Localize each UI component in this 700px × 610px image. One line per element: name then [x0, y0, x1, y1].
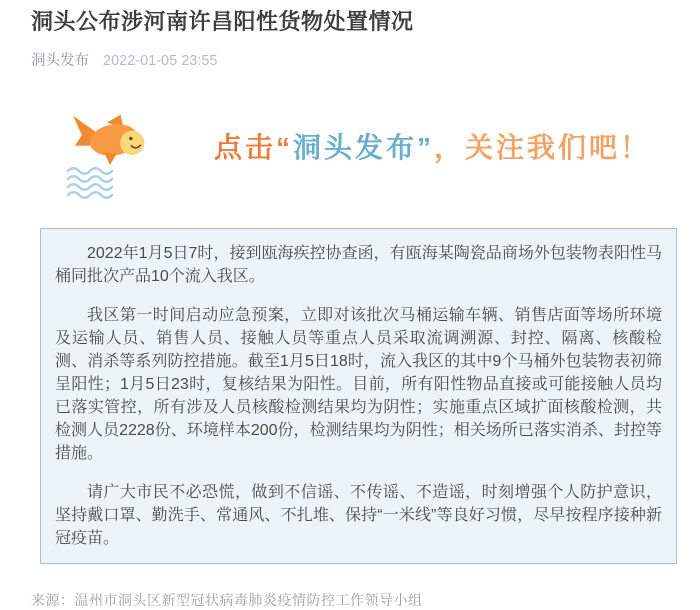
- notice-paragraph-1: 2022年1月5日7时，接到瓯海疾控协查函，有瓯海某陶瓷品商场外包装物表阳性马桶同批次产品10个流入我区。: [55, 245, 662, 285]
- notice-paragraph-2: 我区第一时间启动应急预案，立即对该批次马桶运输车辆、销售店面等场所环境及运输人员、销售人员、接触人员等重点人员采取流调溯源、封控、隔离、核酸检测、消杀等系列防控措施。截至1月5日18时，流入我区的其中9个马桶外包装物表初筛呈阳性；1月5日23时，复核结果为阳性。目前，所有阳性物品直接或可能接触人员均已落实管控，所有涉及人员核酸检测结果均为阴性；实施重点区域扩面核酸检测，共检测人员2228份、环境样本200份，检测结果均为阴性；相关场所已落实消杀、封控等措施。: [55, 307, 662, 462]
- follow-banner[interactable]: [40, 96, 677, 208]
- publish-datetime: 2022-01-05 23:55: [103, 53, 218, 69]
- article-title: 洞头公布涉河南许昌阳性货物处置情况: [31, 9, 414, 34]
- banner-click-text: 点击“: [214, 132, 294, 163]
- water-waves-icon: [66, 167, 116, 199]
- article-meta: [31, 49, 669, 70]
- notice-box: [40, 228, 677, 564]
- banner-follow-text: ，关注我们吧！: [434, 132, 652, 163]
- source-line: 来源：温州市洞头区新型冠状病毒肺炎疫情防控工作领导小组: [31, 592, 423, 608]
- notice-paragraph-3: 请广大市民不必恐慌，做到不信谣、不传谣、不造谣，时刻增强个人防护意识，坚持戴口罩、勤洗手、常通风、不扎堆、保持“一米线”等良好习惯，尽早按程序接种新冠疫苗。: [55, 484, 662, 547]
- article-page: [0, 8, 700, 608]
- article-page-container: [0, 8, 700, 608]
- publisher-link[interactable]: 洞头发布: [31, 53, 89, 69]
- banner-slogan: [214, 126, 651, 178]
- banner-account-text: 洞头发布”: [293, 132, 435, 163]
- goldfish-icon: [70, 106, 154, 199]
